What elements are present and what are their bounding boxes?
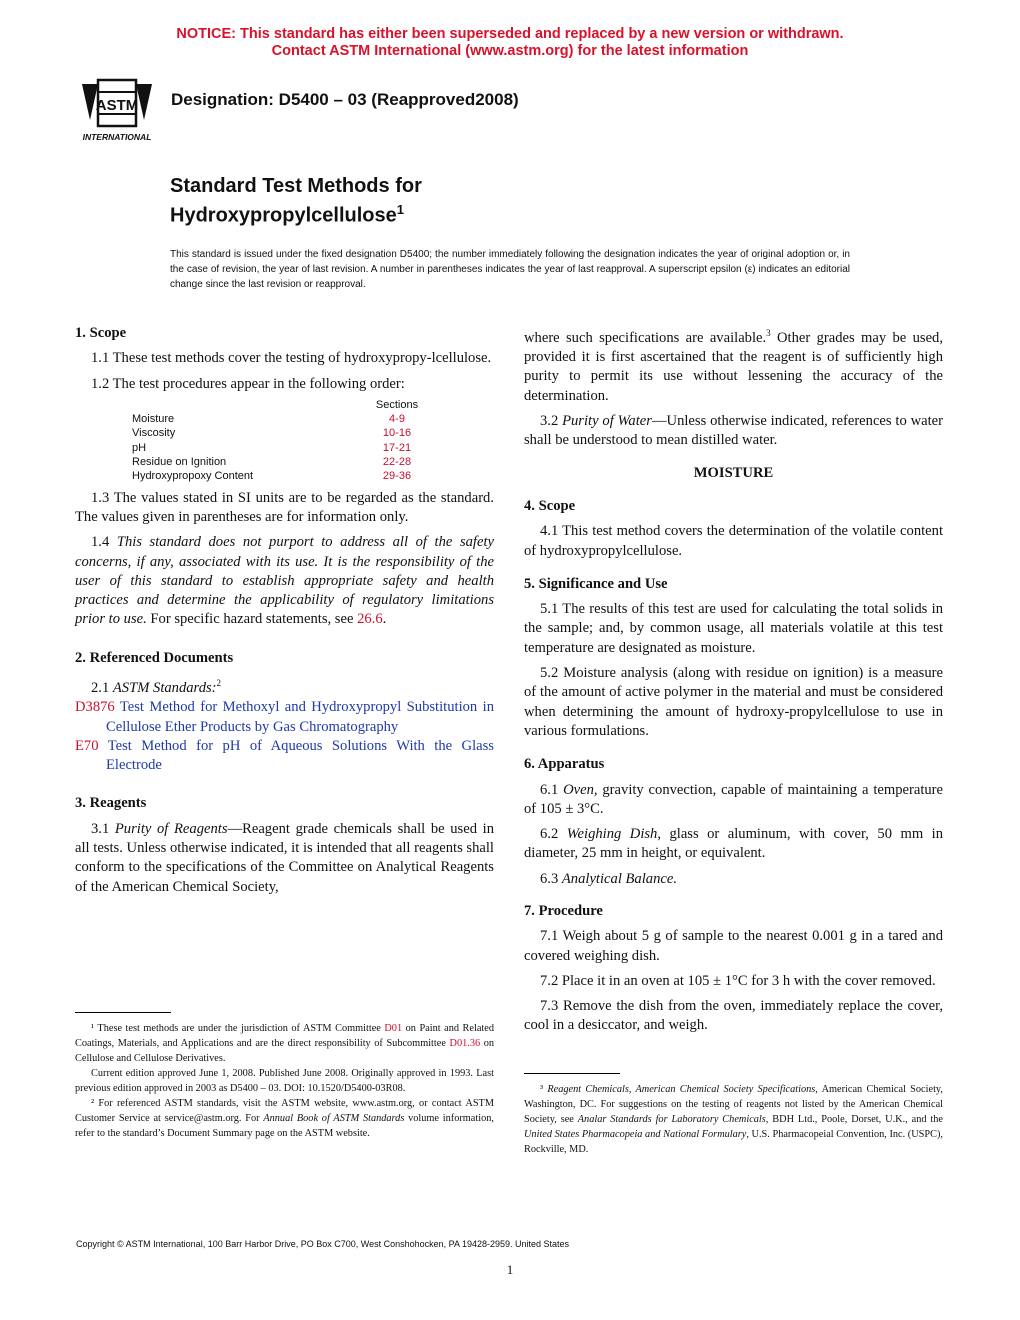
para-6-2-num: 6.2: [540, 826, 567, 843]
section-3-heading: 3. Reagents: [75, 795, 147, 812]
weighing-dish-label: Weighing Dish,: [566, 826, 661, 843]
footnote-3: [524, 1082, 943, 1157]
title-line-2-text: Hydroxypropylcellulose: [170, 204, 397, 227]
analar-standards-title: Analar Standards for Laboratory Chemicals: [577, 1114, 766, 1125]
astm-standards-label: ASTM Standards:: [112, 679, 217, 696]
sections-table: [132, 398, 422, 484]
row-sections-link[interactable]: 17-21: [382, 441, 412, 454]
issuance-note: This standard is issued under the fixed designation D5400; the number immediately following the designation indicates the year of original adoption or, in the case of revision, the year of last revision. A number in parentheses indicates the year of last reapproval. A superscript epsilon (ε) indicates an editorial change since the last revision or reapproval.: [170, 249, 850, 290]
para-6-3-num: 6.3: [540, 870, 562, 887]
footnote-1-c: on Cellulose and Cellulose Derivatives.: [75, 1038, 494, 1064]
para-1-4-tail: For specific hazard statements, see: [146, 611, 358, 628]
footnote-2-b: volume information, refer to the standard’s Document Summary page on the ASTM website.: [75, 1113, 494, 1139]
row-sections-link[interactable]: 29-36: [382, 470, 412, 483]
notice-line-1: NOTICE: This standard has either been superseded and replaced by a new version or withdrawn.: [176, 26, 844, 42]
title-line-2: [170, 198, 422, 228]
para-4-1: 4.1 This test method covers the determination of the volatile content of hydroxypropylcellulose.: [524, 523, 943, 559]
para-3-2: [524, 412, 943, 451]
table-row: [132, 441, 422, 455]
para-6-1-num: 6.1: [540, 781, 564, 798]
pharmacopeia-title: United States Pharmacopeia and National Formulary: [524, 1129, 747, 1140]
footnote-2-ref: 2: [216, 678, 222, 689]
safety-caveat: This standard does not purport to address all of the safety concerns, if any, associated with its use. It is the responsibility of the user of this standard to establish appropriate safety and health practices and determine the applicability of regulatory limitations prior to use.: [75, 534, 494, 628]
footnote-1-edition: Current edition approved June 1, 2008. Published June 2008. Originally approved in 1993. Last previous edition approved in 2003 as D5400 – 03. DOI: 10.1520/D5400-03R08.: [75, 1068, 494, 1094]
astm-logo-icon: [74, 72, 160, 144]
section-5-heading: 5. Significance and Use: [524, 575, 668, 592]
title-footnote-ref: 1: [396, 202, 404, 217]
para-6-1: [524, 781, 943, 820]
row-name: Moisture: [132, 413, 175, 426]
hazard-link[interactable]: 26.6: [357, 611, 383, 628]
section-7-heading: 7. Procedure: [524, 902, 603, 919]
para-1-1: 1.1 These test methods cover the testing of hydroxypropy-lcellulose.: [91, 350, 492, 367]
footnote-3-c: , BDH Ltd., Poole, Dorset, U.K., and the: [765, 1114, 944, 1125]
moisture-heading: MOISTURE: [693, 464, 774, 481]
right-column: [524, 324, 943, 1036]
para-1-4-num: 1.4: [91, 534, 117, 551]
footnote-rule-right: [524, 1073, 620, 1074]
ref-code-e70[interactable]: E70: [75, 737, 99, 754]
para-3-1-num: 3.1: [91, 820, 115, 837]
purity-of-reagents-label: Purity of Reagents: [114, 820, 228, 837]
table-row: [132, 455, 422, 469]
withdrawal-notice: [0, 26, 1020, 60]
committee-link[interactable]: D01: [384, 1023, 403, 1034]
row-name: Hydroxypropoxy Content: [132, 470, 254, 483]
ref-title-d3876[interactable]: Test Method for Methoxyl and Hydroxypropyl Substitution in Cellulose Ether Products by Gas Chromatography: [106, 699, 494, 735]
para-5-2: 5.2 Moisture analysis (along with residue on ignition) is a measure of the amount of active polymer in the material and must be considered when determining the amount of hydroxy-propylcellulose to use in various formulations.: [524, 665, 943, 739]
reference-d3876: [75, 698, 494, 737]
section-1-heading: 1. Scope: [75, 325, 127, 341]
para-7-1: 7.1 Weigh about 5 g of sample to the nearest 0.001 g in a tared and covered weighing dish.: [524, 928, 943, 964]
para-2-1-num: 2.1: [91, 679, 113, 696]
para-3-1-continued: [524, 324, 943, 406]
row-name: pH: [132, 441, 147, 454]
table-row: [132, 426, 422, 440]
para-7-3: 7.3 Remove the dish from the oven, immediately replace the cover, cool in a desiccator, and weigh.: [524, 998, 943, 1034]
para-7-2: 7.2 Place it in an oven at 105 ± 1°C for 3 h with the cover removed.: [540, 972, 936, 989]
designation: Designation: D5400 – 03 (Reapproved2008): [171, 90, 519, 109]
para-6-2: [524, 825, 943, 864]
purity-of-water-label: Purity of Water: [562, 413, 652, 430]
title-line-1: Standard Test Methods for: [170, 175, 422, 197]
reference-e70: [75, 737, 494, 776]
para-3-1-cont-b: Other grades may be used, provided it is first ascertained that the reagent is of sufficiently high purity to permit its use without lessening the accuracy of the determination.: [524, 329, 943, 404]
para-6-3: [524, 870, 943, 889]
footnote-3-d: , U.S. Pharmacopeial Convention, Inc. (USPC), Rockville, MD.: [524, 1129, 943, 1155]
footnote-1-a: ¹ These test methods are under the jurisdiction of ASTM Committee: [91, 1023, 385, 1034]
footnote-1: [75, 1021, 494, 1066]
astm-logo: [74, 72, 160, 144]
footnote-2: [75, 1096, 494, 1141]
sections-header: Sections: [375, 398, 419, 411]
table-row: [132, 469, 422, 483]
para-2-1: [75, 674, 494, 698]
table-row: [132, 412, 422, 426]
footnote-2-a: ² For referenced ASTM standards, visit the ASTM website, www.astm.org, or contact ASTM Customer Service at service@astm.org. For: [75, 1098, 494, 1124]
notice-line-2: Contact ASTM International (www.astm.org) for the latest information: [271, 43, 749, 59]
para-1-3: 1.3 The values stated in SI units are to be regarded as the standard. The values given in parentheses are for information only.: [75, 489, 494, 525]
para-1-2: 1.2 The test procedures appear in the following order:: [91, 375, 405, 392]
logo-word: ASTM: [95, 97, 139, 114]
para-3-2-num: 3.2: [540, 413, 563, 430]
page-title: [170, 175, 422, 228]
para-3-1: [75, 820, 494, 897]
section-2-heading: 2. Referenced Documents: [75, 649, 234, 666]
logo-sub: INTERNATIONAL: [82, 132, 152, 142]
annual-book-title: Annual Book of ASTM Standards: [263, 1113, 405, 1124]
para-6-1-text: gravity convection, capable of maintaining a temperature of 105 ± 3°C.: [524, 781, 944, 817]
right-footnotes: [524, 1082, 943, 1157]
subcommittee-link[interactable]: D01.36: [449, 1038, 481, 1049]
row-name: Residue on Ignition: [132, 456, 227, 469]
footnote-3-a: ³: [540, 1084, 548, 1095]
sections-table-header: [132, 398, 422, 412]
ref-code-d3876[interactable]: D3876: [75, 699, 115, 716]
analytical-balance-label: Analytical Balance.: [561, 870, 677, 887]
copyright: Copyright © ASTM International, 100 Barr Harbor Drive, PO Box C700, West Conshohocken, PA 19428-2959. United States: [76, 1239, 570, 1249]
oven-label: Oven,: [563, 781, 598, 798]
footnote-3-ref: 3: [766, 328, 771, 338]
footnote-3-b: , American Chemical Society, Washington, DC. For suggestions on the testing of reagents not listed by the American Chemical Society, see: [524, 1084, 943, 1125]
row-sections-link[interactable]: 10-16: [382, 427, 412, 440]
left-footnotes: [75, 1021, 494, 1141]
para-1-4: [75, 533, 494, 629]
reagent-chemicals-title: Reagent Chemicals, American Chemical Society Specifications: [547, 1084, 816, 1095]
left-column: [75, 324, 494, 897]
para-1-4-end: .: [382, 611, 387, 628]
para-3-1-text: —Reagent grade chemicals shall be used in all tests. Unless otherwise indicated, it is intended that all reagents shall conform to the specifications of the Committee on Analytical Reagents of the American Chemical Society,: [75, 820, 494, 895]
row-sections-link[interactable]: 22-28: [382, 456, 412, 469]
para-5-1: 5.1 The results of this test are used for calculating the total solids in the sample; and, by common usage, all materials volatile at this test temperature are designated as moisture.: [524, 601, 943, 656]
ref-title-e70[interactable]: Test Method for pH of Aqueous Solutions With the Glass Electrode: [98, 737, 494, 774]
section-6-heading: 6. Apparatus: [524, 756, 605, 773]
section-4-heading: 4. Scope: [524, 497, 576, 514]
para-6-2-text: glass or aluminum, with cover, 50 mm in diameter, 25 mm in height, or equivalent.: [524, 826, 943, 862]
page-number: 1: [506, 1262, 514, 1277]
row-sections-link[interactable]: 4-9: [389, 413, 405, 426]
row-name: Viscosity: [132, 427, 176, 440]
footnote-1-b: on Paint and Related Coatings, Materials, and Applications and are the direct responsibility of Subcommittee: [75, 1023, 495, 1049]
para-3-2-text: —Unless otherwise indicated, references to water shall be understood to mean distilled water.: [524, 413, 944, 449]
para-3-1-cont-a: where such specifications are available.: [524, 329, 767, 346]
footnote-rule-left: [75, 1012, 171, 1013]
